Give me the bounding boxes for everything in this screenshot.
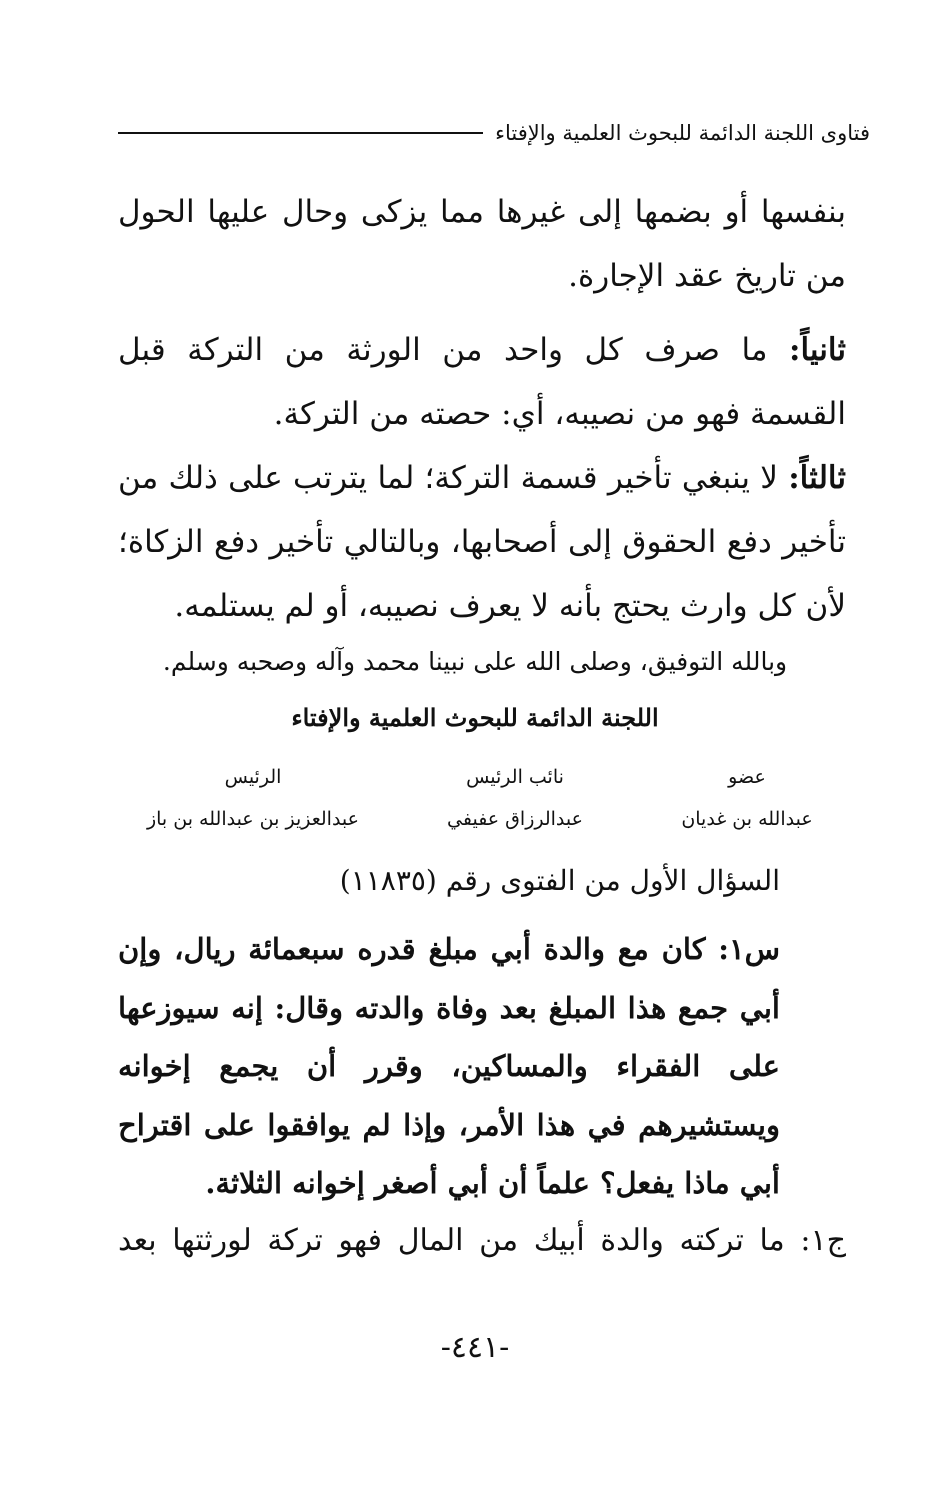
signature-name: عبدالرزاق عفيفي — [447, 808, 583, 830]
question-paragraph: س١: كان مع والدة أبي مبلغ قدره سبعمائة ريال، وإن أبي جمع هذا المبلغ بعد وفاة والدته وقال: إنه سيوزعها على الفقراء والمساكين، وقرر أن يجمع إخوانه ويستشيرهم في هذا الأمر، وإذا لم يوافقوا على اقتراح أبي ماذا يفعل؟ علماً أن أبي أصغر إخوانه الثلاثة. — [118, 932, 780, 1200]
header-rule — [118, 132, 483, 134]
paragraph-2 — [118, 318, 846, 446]
paragraph-1: بنفسها أو بضمها إلى غيرها مما يزكى وحال عليها الحول من تاريخ عقد الإجارة. — [118, 194, 846, 294]
signature-title: عضو — [728, 766, 766, 788]
header-title: فتاوى اللجنة الدائمة للبحوث العلمية والإفتاء — [495, 121, 870, 145]
paragraph-3-text: لا ينبغي تأخير قسمة التركة؛ لما يترتب على ذلك من تأخير دفع الحقوق إلى أصحابها، وبالتالي تأخير دفع الزكاة؛ لأن كل وارث يحتج بأنه لا يعرف نصيبه، أو لم يستلمه. — [118, 460, 846, 624]
paragraph-3 — [118, 446, 846, 638]
signature-title: الرئيس — [224, 766, 282, 788]
page-number: -٤٤١- — [440, 1330, 510, 1365]
paragraph-3-lead: ثالثاً: — [788, 460, 846, 496]
committee-name: اللجنة الدائمة للبحوث العلمية والإفتاء — [291, 703, 659, 732]
signature-member — [632, 756, 862, 840]
fatwa-heading: السؤال الأول من الفتوى رقم (١١٨٣٥) — [339, 864, 780, 897]
signature-title: نائب الرئيس — [466, 766, 564, 788]
signature-vice-president — [400, 756, 630, 840]
signature-name: عبدالله بن غديان — [681, 808, 813, 830]
signature-president — [138, 756, 368, 840]
paragraph-2-text: ما صرف كل واحد من الورثة من التركة قبل القسمة فهو من نصيبه، أي: حصته من التركة. — [118, 332, 846, 432]
paragraph-2-lead: ثانياً: — [789, 332, 846, 368]
closing-line: وبالله التوفيق، وصلى الله على نبينا محمد وآله وصحبه وسلم. — [162, 647, 788, 676]
answer-paragraph: ج١: ما تركته والدة أبيك من المال فهو تركة لورثتها بعد — [118, 1223, 846, 1258]
signature-name: عبدالعزيز بن عبدالله بن باز — [146, 808, 360, 830]
running-header — [118, 116, 870, 150]
